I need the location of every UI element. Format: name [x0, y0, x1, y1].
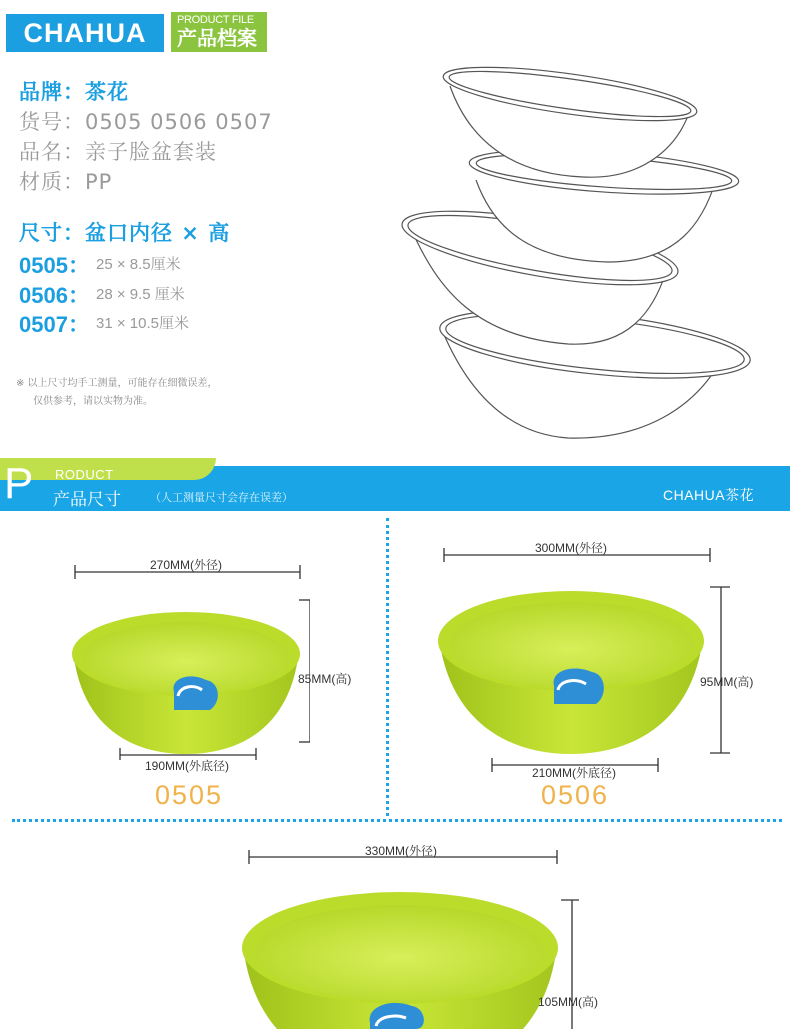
- measure-note-line2: 仅供参考，请以实物为准。: [33, 396, 153, 407]
- vertical-divider: [386, 518, 389, 816]
- product-file-badge: [171, 12, 267, 52]
- banner-logo: CHAHUA茶花: [663, 487, 755, 503]
- outer-diameter-label: 330MM(外径): [365, 844, 438, 858]
- basin-stack-illustration: [398, 62, 758, 442]
- spec-material: 材质：PP: [19, 170, 113, 194]
- bottom-diameter-label: 210MM(外底径): [532, 766, 617, 780]
- height-label: 85MM(高): [298, 672, 352, 686]
- size-value: 25 × 8.5厘米: [96, 256, 181, 273]
- product-file-cn: 产品档案: [177, 26, 257, 50]
- outer-diameter-label: 300MM(外径): [535, 541, 608, 555]
- basin-0506: [436, 586, 706, 756]
- outer-diameter-label: 270MM(外径): [150, 558, 223, 572]
- basin-0507: [240, 888, 560, 1029]
- horizontal-divider: [12, 819, 782, 822]
- banner-letter: P: [4, 459, 34, 508]
- bottom-diameter-label: 190MM(外底径): [145, 759, 230, 773]
- size-code: 0506：: [19, 283, 90, 308]
- model-number: 0505: [155, 780, 224, 810]
- size-code: 0507：: [19, 312, 90, 337]
- banner-cn-title: 产品尺寸: [53, 490, 121, 510]
- brand-logo: CHAHUA: [6, 14, 164, 52]
- spec-size-title: 尺寸：盆口内径 × 高: [19, 221, 231, 245]
- size-value: 28 × 9.5 厘米: [96, 286, 185, 303]
- spec-brand: 品牌：茶花: [19, 80, 129, 104]
- spec-item-no: 货号：0505 0506 0507: [19, 110, 273, 134]
- height-label: 105MM(高): [538, 995, 599, 1009]
- basin-0505: [70, 606, 302, 756]
- banner-en-title: RODUCT: [55, 467, 114, 482]
- measure-note-line1: ※ 以上尺寸均手工测量，可能存在细微误差，: [16, 378, 218, 389]
- height-label: 95MM(高): [700, 675, 754, 689]
- product-file-en: PRODUCT FILE: [177, 14, 254, 26]
- spec-name: 品名：亲子脸盆套装: [19, 140, 217, 164]
- model-number: 0506: [541, 780, 610, 810]
- size-code: 0505：: [19, 253, 90, 278]
- size-value: 31 × 10.5厘米: [96, 315, 189, 332]
- banner-note: （人工测量尺寸会存在误差）: [150, 491, 293, 504]
